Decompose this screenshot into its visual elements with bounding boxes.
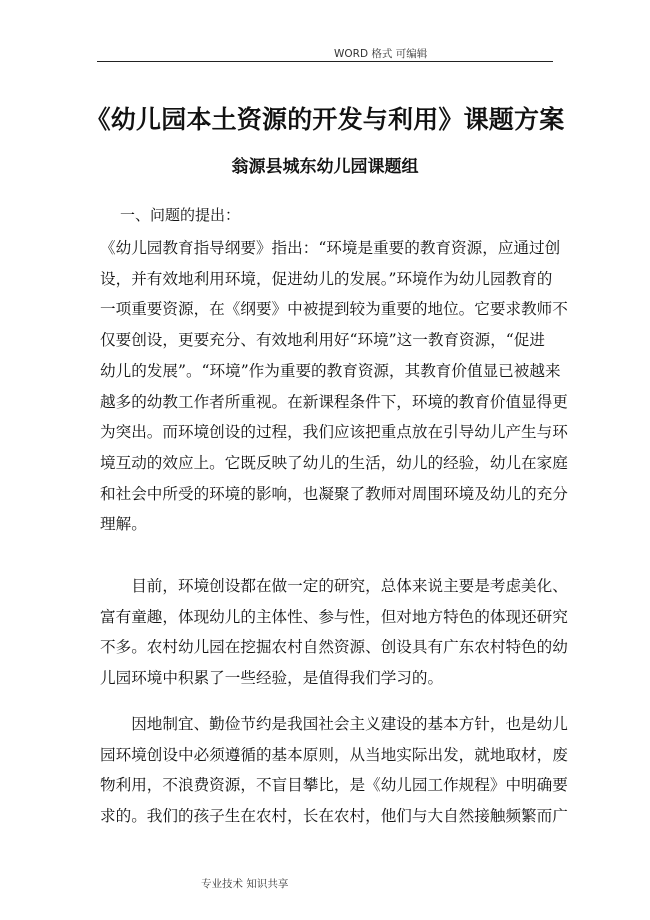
- page-header-text: WORD 格式 可编辑: [334, 48, 428, 60]
- text-line: 境互动的效应上。它既反映了幼儿的生活，幼儿的经验，幼儿在家庭: [100, 453, 568, 472]
- text-line: 越多的幼教工作者所重视。在新课程条件下，环境的教育价值显得更: [100, 392, 568, 411]
- text-line: 和社会中所受的环境的影响，也凝聚了教师对周围环境及幼儿的充分: [100, 484, 568, 503]
- text-line: 一项重要资源，在《纲要》中被提到较为重要的地位。它要求教师不: [100, 300, 568, 319]
- text-line: 仅要创设，更要充分、有效地利用好“环境”这一教育资源，“促进: [100, 331, 545, 350]
- paragraph-1: [100, 233, 568, 540]
- paragraph-3: [100, 709, 568, 832]
- text-line: 求的。我们的孩子生在农村，长在农村，他们与大自然接触频繁而广: [100, 807, 568, 826]
- text-line: 设，并有效地利用环境，促进幼儿的发展。”环境作为幼儿园教育的: [100, 269, 553, 288]
- text-line: 为突出。而环境创设的过程，我们应该把重点放在引导幼儿产生与环: [100, 423, 568, 442]
- text-line: 因地制宜、勤俭节约是我国社会主义建设的基本方针，也是幼儿: [100, 715, 568, 733]
- text-line: 幼儿的发展”。“环境”作为重要的教育资源，其教育价值显已被越来: [100, 361, 561, 380]
- header-divider: [97, 61, 553, 62]
- text-line: 物利用，不浪费资源，不盲目攀比，是《幼儿园工作规程》中明确要: [100, 776, 568, 795]
- section-heading: 一、问题的提出：: [120, 206, 241, 224]
- paragraph-2: [100, 571, 568, 694]
- text-line: 目前，环境创设都在做一定的研究，总体来说主要是考虑美化、: [100, 577, 568, 595]
- text-line: 不多。农村幼儿园在挖掘农村自然资源、创设具有广东农村特色的幼: [100, 638, 568, 657]
- text-line: 儿园环境中积累了一些经验，是值得我们学习的。: [100, 669, 444, 688]
- page-footer-text: 专业技术 知识共享: [201, 878, 289, 890]
- document-subtitle: 翁源县城东幼儿园课题组: [231, 157, 419, 177]
- text-line: 富有童趣，体现幼儿的主体性、参与性，但对地方特色的体现还研究: [100, 607, 568, 626]
- text-line: 理解。: [100, 515, 147, 534]
- text-line: 《幼儿园教育指导纲要》指出：“环境是重要的教育资源，应通过创: [100, 239, 561, 257]
- text-line: 园环境创设中必须遵循的基本原则，从当地实际出发，就地取材，废: [100, 745, 568, 764]
- document-title: 《幼儿园本土资源的开发与利用》课题方案: [85, 105, 565, 134]
